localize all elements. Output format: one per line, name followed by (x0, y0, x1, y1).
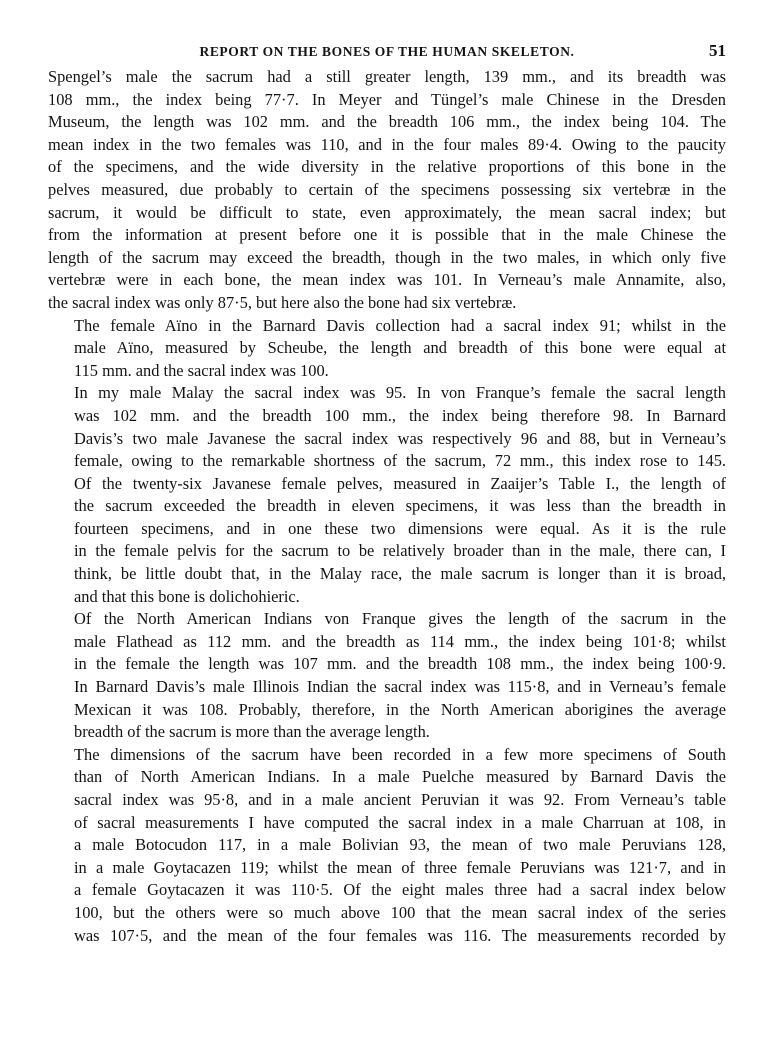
text-line: in a male Goytacazen 119; whilst the mean of three female Peruvians was 121·7, and in (74, 857, 726, 877)
text-line: The female Aïno in the Barnard Davis collection had a sacral index 91; whilst in the (74, 315, 726, 335)
paragraph (48, 382, 726, 608)
text-line: In Barnard Davis’s male Illinois Indian the sacral index was 115·8, and in Verneau’s female (74, 677, 726, 697)
text-line: fourteen specimens, and in one these two dimensions were equal. As it is the rule (74, 518, 726, 538)
text-line: Spengel’s male the sacrum had a still greater length, 139 mm., and its breadth was (48, 67, 726, 86)
text-line: female, owing to the remarkable shortness of the sacrum, 72 mm., this index rose to 145. (74, 451, 726, 471)
text-line: sacral index was 95·8, and in a male ancient Peruvian it was 92. From Verneau’s table (74, 790, 726, 809)
text-line: Mexican it was 108. Probably, therefore, in the North American aborigines the average (74, 699, 726, 719)
text-line: Of the North American Indians von Franque gives the length of the sacrum in the (74, 609, 726, 629)
text-line: from the information at present before one it is possible that in the male Chinese the (48, 225, 726, 245)
text-line: 100, but the others were so much above 100 that the mean sacral index of the series (74, 902, 726, 922)
paragraph (48, 66, 726, 315)
running-title: REPORT ON THE BONES OF THE HUMAN SKELETON. (199, 44, 575, 59)
text-line: pelves measured, due probably to certain of the specimens possessing six vertebræ in the (48, 179, 726, 199)
text-line: Davis’s two male Javanese the sacral index was respectively 96 and 88, but in Verneau’s (74, 428, 726, 448)
text-line: a male Botocudon 117, in a male Bolivian 93, the mean of two male Peruvians 128, (74, 835, 726, 855)
text-line: In my male Malay the sacral index was 95. In von Franque’s female the sacral length (74, 383, 726, 403)
paragraph (48, 744, 726, 947)
text-line: was 102 mm. and the breadth 100 mm., the index being therefore 98. In Barnard (74, 405, 726, 425)
text-line: male Aïno, measured by Scheube, the length and breadth of this bone were equal at (74, 338, 726, 358)
text-line: mean index in the two females was 110, and in the four males 89·4. Owing to the paucity (48, 134, 726, 154)
text-line: 108 mm., the index being 77·7. In Meyer and Tüngel’s male Chinese in the Dresden (48, 89, 726, 109)
text-line: breadth of the sacrum is more than the average length. (74, 722, 430, 742)
text-line: the sacral index was only 87·5, but here also the bone had six vertebræ. (48, 292, 517, 312)
text-line: length of the sacrum may exceed the breadth, though in the two males, in which only five (48, 247, 726, 267)
text-line: of the specimens, and the wide diversity in the relative proportions of this bone in the (48, 157, 726, 177)
text-line: Of the twenty-six Javanese female pelves, measured in Zaaijer’s Table I., the length of (74, 473, 726, 493)
text-line: of sacral measurements I have computed the sacral index in a male Charruan at 108, in (74, 812, 726, 832)
text-line: Museum, the length was 102 mm. and the breadth 106 mm., the index being 104. The (48, 112, 726, 132)
text-line: than of North American Indians. In a male Puelche measured by Barnard Davis the (74, 767, 726, 787)
page (48, 38, 726, 947)
running-head (48, 38, 726, 66)
paragraph (48, 608, 726, 744)
text-line: The dimensions of the sacrum have been recorded in a few more specimens of South (74, 744, 726, 764)
text-line: think, be little doubt that, in the Malay race, the male sacrum is longer than it is broad, (74, 564, 726, 584)
text-line: in the female pelvis for the sacrum to be relatively broader than in the male, there can, I (74, 541, 726, 561)
text-line: sacrum, it would be difficult to state, even approximately, the mean sacral index; but (48, 202, 726, 222)
text-line: and that this bone is dolichohieric. (74, 586, 300, 606)
text-line: a female Goytacazen it was 110·5. Of the eight males three had a sacral index below (74, 880, 726, 900)
paragraph (48, 315, 726, 383)
text-line: was 107·5, and the mean of the four females was 116. The measurements recorded by (74, 925, 726, 945)
body-text (48, 66, 726, 947)
text-line: 115 mm. and the sacral index was 100. (74, 360, 329, 380)
text-line: the sacrum exceeded the breadth in eleven specimens, it was less than the breadth in (74, 496, 726, 516)
page-number: 51 (709, 41, 726, 60)
text-line: vertebræ were in each bone, the mean index was 101. In Verneau’s male Annamite, also, (48, 270, 726, 290)
text-line: in the female the length was 107 mm. and the breadth 108 mm., the index being 100·9. (74, 654, 726, 674)
text-line: male Flathead as 112 mm. and the breadth as 114 mm., the index being 101·8; whilst (74, 631, 726, 651)
